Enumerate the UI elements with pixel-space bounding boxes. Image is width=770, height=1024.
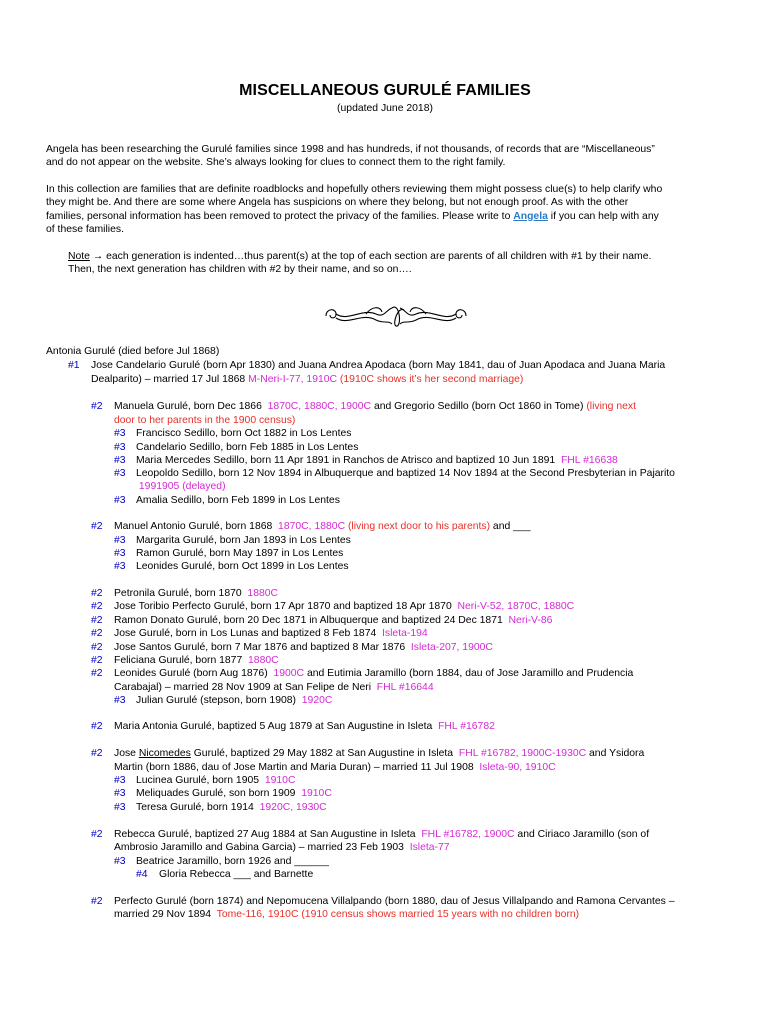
source-citation: Isleta-207, 1900C bbox=[408, 642, 493, 653]
right-arrow-icon: → bbox=[92, 251, 104, 262]
text-span: married 29 Nov 1894 bbox=[114, 909, 214, 920]
child-entry: Amalia Sedillo, born Feb 1899 in Los Lentes bbox=[136, 495, 340, 506]
perfecto-entry-cont bbox=[114, 908, 579, 921]
text-span: and Eutimia Jaramillo (born 1884, dau of Jose Jaramillo and Prudencia bbox=[304, 668, 634, 679]
gen-3-number bbox=[114, 467, 126, 480]
text-span: Maria Mercedes Sedillo, born 11 Apr 1891 in Ranchos de Atrisco and baptized 10 Jun 1891 bbox=[136, 455, 559, 466]
gen-number: #2 bbox=[91, 896, 103, 907]
child-entry bbox=[136, 787, 332, 800]
text-span: Feliciana Gurulé, born 1877 bbox=[114, 655, 246, 666]
note-text: door to her parents in the 1900 census) bbox=[114, 415, 296, 426]
page-title: MISCELLANEOUS GURULÉ FAMILIES bbox=[239, 82, 531, 99]
gen-3-number bbox=[114, 427, 126, 440]
text-line: they might be. And there are some where Angela has suspicions on where they belong, but not enough proof. As with the other bbox=[46, 197, 629, 209]
text-span: families, personal information has been removed to protect the privacy of the families. Please write to bbox=[46, 210, 514, 222]
scroll-flourish-icon bbox=[322, 300, 470, 332]
gen-2-number bbox=[91, 720, 103, 733]
gen-number: #3 bbox=[114, 548, 126, 559]
source-citation: 1910C bbox=[261, 775, 296, 786]
gen-number: #2 bbox=[91, 615, 103, 626]
gen-number: #4 bbox=[136, 869, 148, 880]
child-entry: Margarita Gurulé, born Jan 1893 in Los Lentes bbox=[136, 535, 351, 546]
gen-number: #3 bbox=[114, 856, 126, 867]
source-citation: Tome-116, 1910C bbox=[213, 909, 299, 920]
note-paragraph bbox=[68, 250, 728, 277]
gen-number: #3 bbox=[114, 535, 126, 546]
child-entry bbox=[136, 801, 327, 814]
text-line: In this collection are families that are definite roadblocks and hopefully others reviewing them might possess clue(s) to help clarify who bbox=[46, 184, 663, 195]
source-citation: Isleta-194 bbox=[379, 628, 428, 639]
gen-3-number bbox=[114, 774, 126, 787]
text-span: and ___ bbox=[490, 521, 531, 532]
text-line bbox=[68, 250, 728, 263]
note-label: Note bbox=[68, 251, 90, 262]
source-citation: 1910C bbox=[298, 788, 332, 799]
gen-2-number bbox=[91, 520, 103, 533]
note-text: (1910 census shows married 15 years with no children born) bbox=[298, 909, 580, 920]
source-citation: 1870C, 1880C bbox=[275, 521, 346, 532]
source-citation: 1920C bbox=[298, 695, 333, 706]
gen-2-number bbox=[91, 828, 103, 841]
child-entry bbox=[136, 694, 332, 707]
manuel-entry bbox=[114, 520, 531, 533]
gen-2-number bbox=[91, 895, 103, 908]
note-text: (living next door to his parents) bbox=[345, 521, 491, 532]
source-citation: M-Neri-I-77, 1910C bbox=[248, 374, 338, 385]
gen-2-number bbox=[91, 614, 103, 627]
text-span: and Ciriaco Jaramillo (son of bbox=[514, 829, 650, 840]
text-span: Lucinea Gurulé, born 1905 bbox=[136, 775, 262, 786]
generation-1-entry-cont bbox=[91, 373, 523, 386]
maria-antonia-entry bbox=[114, 720, 495, 733]
gen-2-number bbox=[91, 667, 103, 680]
gen-number: #3 bbox=[114, 428, 126, 439]
text-line: and do not appear on the website. She’s always looking for clues to connect them to the right family. bbox=[46, 157, 506, 169]
gen-3-number bbox=[114, 694, 126, 707]
intro-paragraph-2 bbox=[46, 183, 726, 237]
text-span: Manuela Gurulé, born Dec 1866 bbox=[114, 401, 265, 412]
gen-number: #2 bbox=[91, 642, 103, 653]
nicomedes-entry-cont bbox=[114, 761, 556, 774]
sibling-entry bbox=[114, 654, 279, 667]
text-span: Meliquades Gurulé, son born 1909 bbox=[136, 788, 299, 799]
child-entry-cont bbox=[136, 480, 226, 493]
rebecca-entry-cont bbox=[114, 841, 450, 854]
gen-number: #2 bbox=[91, 601, 103, 612]
gen-3-number bbox=[114, 801, 126, 814]
gen-2-number bbox=[91, 627, 103, 640]
text-span: Julian Gurulé (stepson, born 1908) bbox=[136, 695, 299, 706]
text-span: Gurulé, baptized 29 May 1882 at San Augustine in Isleta bbox=[190, 748, 456, 759]
text-span: if you can help with any bbox=[547, 210, 659, 222]
gen-number: #3 bbox=[114, 775, 126, 786]
text-line: Then, the next generation has children with #2 by their name, and so on…. bbox=[68, 264, 412, 276]
gen-3-number bbox=[114, 787, 126, 800]
gen-3-number bbox=[114, 560, 126, 573]
gen-3-number bbox=[114, 547, 126, 560]
source-citation: 1900C bbox=[270, 668, 305, 679]
gen-number: #2 bbox=[91, 655, 103, 666]
text-span: Jose bbox=[114, 748, 139, 759]
text-span: each generation is indented…thus parent(s) at the top of each section are parents of all children with #1 by their name. bbox=[103, 251, 652, 262]
nicomedes-entry bbox=[114, 747, 644, 760]
gen-2-number bbox=[91, 654, 103, 667]
gen-3-number bbox=[114, 494, 126, 507]
text-span: and Gregorio Sedillo (born Oct 1860 in Tome) bbox=[371, 401, 587, 412]
text-span: Maria Antonia Gurulé, baptized 5 Aug 1879 at San Augustine in Isleta bbox=[114, 721, 436, 732]
text-span: Leonides Gurulé (born Aug 1876) bbox=[114, 668, 271, 679]
gen-2-number bbox=[91, 600, 103, 613]
gen-number: #2 bbox=[91, 721, 103, 732]
text-span: Ambrosio Jaramillo and Gabina Garcia) – married 23 Feb 1903 bbox=[114, 842, 407, 853]
generation-1-entry: Jose Candelario Gurulé (born Apr 1830) and Juana Andrea Apodaca (born May 1841, dau of Juan Apodaca and Juana Maria bbox=[91, 360, 666, 371]
child-entry: Beatrice Jaramillo, born 1926 and ______ bbox=[136, 856, 329, 867]
sibling-entry-cont bbox=[114, 681, 434, 694]
sibling-entry bbox=[114, 641, 493, 654]
source-citation: FHL #16644 bbox=[373, 682, 434, 693]
note-text: (1910C shows it’s her second marriage) bbox=[337, 374, 524, 385]
gen-number: #3 bbox=[114, 468, 126, 479]
gen-2-number bbox=[91, 747, 103, 760]
gen-number: #1 bbox=[68, 360, 80, 371]
gen-number: #2 bbox=[91, 668, 103, 679]
gen-number: #2 bbox=[91, 588, 103, 599]
gen-number: #2 bbox=[91, 829, 103, 840]
text-span: Dealparito) – married 17 Jul 1868 bbox=[91, 374, 249, 385]
sibling-entry bbox=[114, 614, 552, 627]
text-span: Teresa Gurulé, born 1914 bbox=[136, 802, 257, 813]
grandchild-entry: Gloria Rebecca ___ and Barnette bbox=[159, 869, 314, 880]
sibling-entry bbox=[114, 667, 633, 680]
perfecto-entry: Perfecto Gurulé (born 1874) and Nepomucena Villalpando (born 1880, dau of Jesus Villalpando and Ramona Cervantes – bbox=[114, 896, 675, 907]
intro-paragraph-1 bbox=[46, 143, 726, 170]
source-citation: Isleta-77 bbox=[406, 842, 450, 853]
source-citation: FHL #16782 bbox=[435, 721, 495, 732]
child-entry: Candelario Sedillo, born Feb 1885 in Los Lentes bbox=[136, 442, 359, 453]
underlined-name: Nicomedes bbox=[138, 748, 191, 759]
gen-number: #3 bbox=[114, 495, 126, 506]
text-span: Rebecca Gurulé, baptized 27 Aug 1884 at San Augustine in Isleta bbox=[114, 829, 419, 840]
gen-2-number bbox=[91, 641, 103, 654]
gen-3-number bbox=[114, 454, 126, 467]
rebecca-entry bbox=[114, 828, 649, 841]
gen-number: #2 bbox=[91, 628, 103, 639]
gen-2-number bbox=[91, 400, 103, 413]
gen-3-number bbox=[114, 855, 126, 868]
source-citation: 1920C, 1930C bbox=[256, 802, 327, 813]
source-citation: Isleta-90, 1910C bbox=[476, 762, 556, 773]
child-entry: Leopoldo Sedillo, born 12 Nov 1894 in Albuquerque and baptized 14 Nov 1894 at the Second Presbyterian in Pajarito bbox=[136, 468, 675, 479]
text-span: Martin (born 1886, dau of Jose Martin and Maria Duran) – married 11 Jul 1908 bbox=[114, 762, 477, 773]
child-entry bbox=[136, 774, 295, 787]
text-span: Petronila Gurulé, born 1870 bbox=[114, 588, 245, 599]
sibling-entry bbox=[114, 600, 574, 613]
angela-email-link[interactable]: Angela bbox=[513, 210, 548, 222]
source-citation: 1991905 (delayed) bbox=[136, 481, 226, 492]
source-citation: FHL #16782, 1900C bbox=[418, 829, 515, 840]
gen-number: #3 bbox=[114, 695, 126, 706]
source-citation: FHL #16638 bbox=[558, 455, 618, 466]
text-span: Jose Gurulé, born in Los Lunas and baptized 8 Feb 1874 bbox=[114, 628, 380, 639]
source-citation: 1880C bbox=[244, 588, 279, 599]
manuela-entry bbox=[114, 400, 636, 413]
root-ancestor: Antonia Gurulé (died before Jul 1868) bbox=[46, 346, 220, 357]
text-line: of these families. bbox=[46, 224, 124, 236]
text-line bbox=[46, 210, 726, 223]
gen-3-number bbox=[114, 534, 126, 547]
gen-number: #3 bbox=[114, 455, 126, 466]
source-citation: 1880C bbox=[245, 655, 279, 666]
gen-2-number bbox=[91, 587, 103, 600]
sibling-entry bbox=[114, 587, 278, 600]
gen-number: #3 bbox=[114, 788, 126, 799]
source-citation: Neri-V-52, 1870C, 1880C bbox=[454, 601, 575, 612]
text-span: Ramon Donato Gurulé, born 20 Dec 1871 in Albuquerque and baptized 24 Dec 1871 bbox=[114, 615, 506, 626]
gen-number: #3 bbox=[114, 442, 126, 453]
text-span: Jose Toribio Perfecto Gurulé, born 17 Apr 1870 and baptized 18 Apr 1870 bbox=[114, 601, 455, 612]
child-entry: Francisco Sedillo, born Oct 1882 in Los Lentes bbox=[136, 428, 352, 439]
gen-4-number bbox=[136, 868, 148, 881]
gen-number: #3 bbox=[114, 561, 126, 572]
generation-1-number bbox=[68, 359, 80, 372]
text-span: Manuel Antonio Gurulé, born 1868 bbox=[114, 521, 276, 532]
gen-number: #2 bbox=[91, 748, 103, 759]
source-citation: Neri-V-86 bbox=[505, 615, 553, 626]
source-citation: FHL #16782, 1900C-1930C bbox=[455, 748, 587, 759]
note-text: (living next bbox=[586, 401, 636, 412]
child-entry bbox=[136, 454, 618, 467]
child-entry: Leonides Gurulé, born Oct 1899 in Los Lentes bbox=[136, 561, 349, 572]
gen-number: #2 bbox=[91, 521, 103, 532]
gen-number: #2 bbox=[91, 401, 103, 412]
gen-number: #3 bbox=[114, 802, 126, 813]
text-span: Carabajal) – married 28 Nov 1909 at San Felipe de Neri bbox=[114, 682, 374, 693]
page-subtitle: (updated June 2018) bbox=[337, 103, 433, 114]
gen-3-number bbox=[114, 441, 126, 454]
text-line: Angela has been researching the Gurulé families since 1998 and has hundreds, if not thousands, of records that are “Miscellaneous” bbox=[46, 144, 655, 155]
sibling-entry bbox=[114, 627, 428, 640]
source-citation: 1870C, 1880C, 1900C bbox=[264, 401, 372, 412]
text-span: Jose Santos Gurulé, born 7 Mar 1876 and baptized 8 Mar 1876 bbox=[114, 642, 409, 653]
text-span: and Ysidora bbox=[586, 748, 645, 759]
child-entry: Ramon Gurulé, born May 1897 in Los Lentes bbox=[136, 548, 344, 559]
